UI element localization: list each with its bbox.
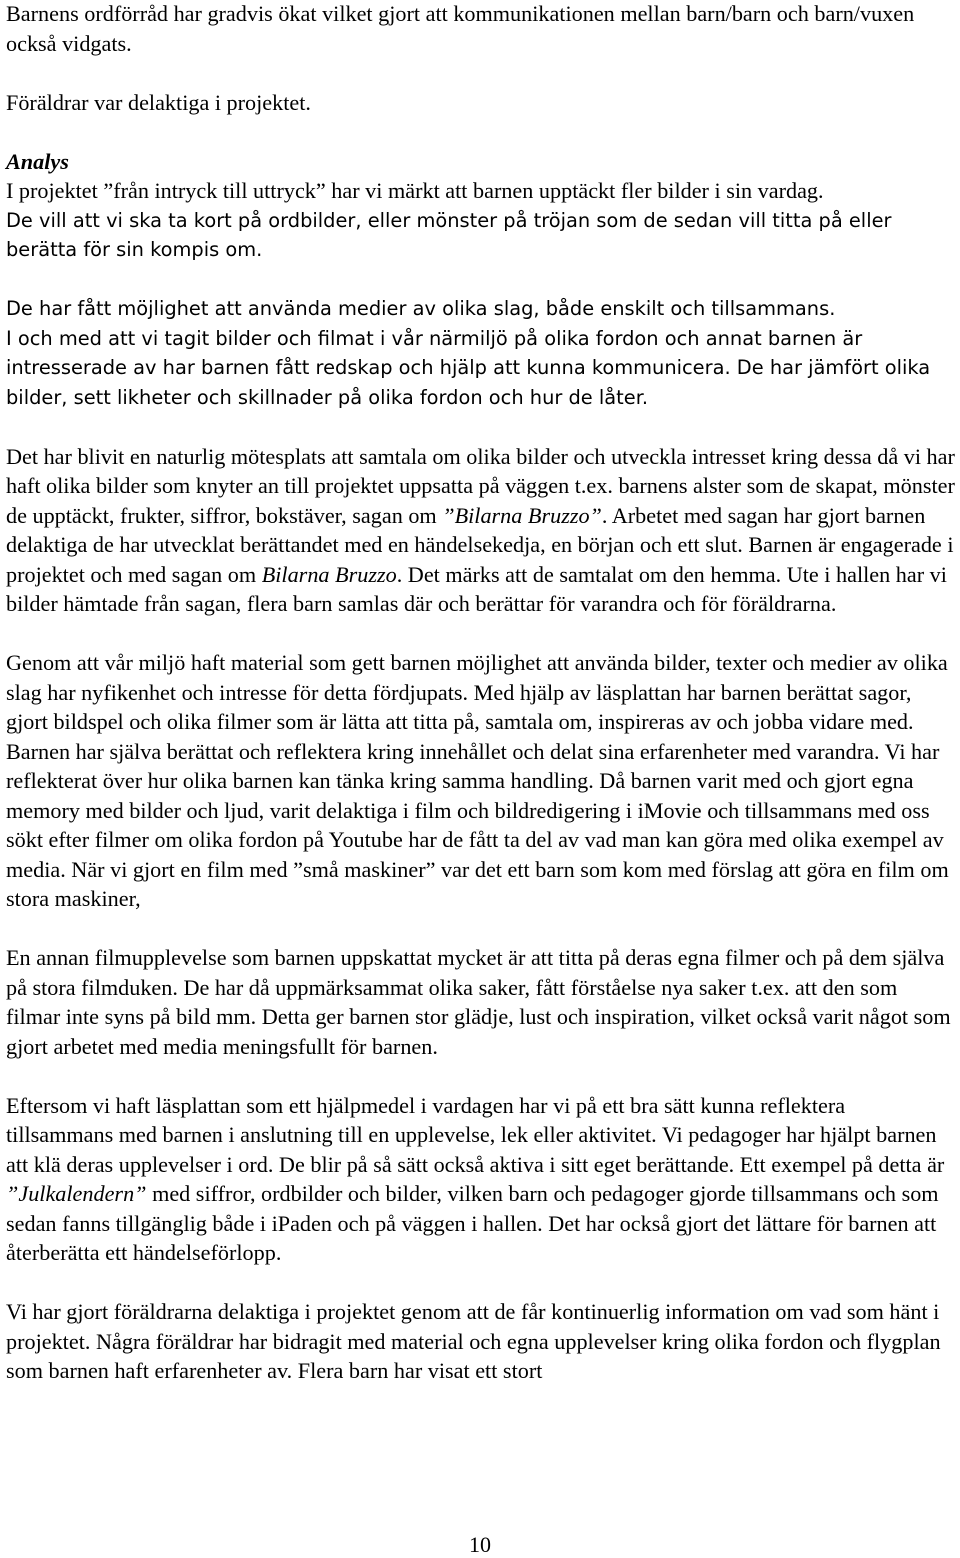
paragraph-text: Det har blivit en naturlig mötesplats att samtala om olika bilder och utveckla intresset kring dessa då vi har haft olika bilder som knyter an till projektet uppsatta på väggen t.ex. barnens alster som de skapat, mönster de upptäckt, frukter, siffror, bokstäver, sagan om [6, 443, 955, 528]
paragraph-parents [6, 88, 956, 118]
paragraph-text: Föräldrar var delaktiga i projektet. [6, 89, 311, 115]
section-heading: Analys [6, 148, 69, 174]
paragraph-vocabulary [6, 0, 956, 58]
story-title: Bilarna Bruzzo [261, 561, 397, 587]
paragraph-text: Eftersom vi haft läsplattan som ett hjälpmedel i vardagen har vi på ett bra sätt kunna reflektera tillsammans med barnen i anslutning till en upplevelse, lek eller aktivitet. Vi pedagoger har hjälpt barnen att klä deras upplevelser i ord. De blir på så sätt också aktiva i sitt eget berättande. Ett exempel på detta är [6, 1092, 945, 1177]
analys-intro: I projektet ”från intryck till uttryck” har vi märkt att barnen upptäckt fler bilder i sin vardag. [6, 178, 824, 203]
document-page [6, 0, 956, 1386]
paragraph-text: I och med att vi tagit bilder och filmat i vår närmiljö på olika fordon och annat barnen är intresserade av har barnen fått redskap och hjälp att kunna kommunicera. [6, 326, 863, 379]
story-title: ”Bilarna Bruzzo” [442, 502, 602, 528]
paragraph-film-experience: En annan filmupplevelse som barnen uppskattat mycket är att titta på deras egna filmer och på dem själva på stora filmduken. De har då uppmärksammat olika saker, fått förståelse nya saker t.ex. att den som filmar inte syns på bild mm. Detta ger barnen stor glädje, lust och inspiration, vilket också varit något som gjort arbetet med media meningsfullt för barnen. [6, 945, 951, 1059]
analys-paragraph-filming [6, 324, 956, 413]
analys-sentence-photos: De vill att vi ska ta kort på ordbilder, eller mönster på tröjan som de sedan vill titta på eller berätta för sin kompis om. [6, 208, 892, 261]
paragraph-environment: Genom att vår miljö haft material som gett barnen möjlighet att använda bilder, texter och medier av olika slag har nyfikenhet och intresse för detta fördjupats. Med hjälp av läsplattan har barnen berättat sagor, gjort bildspel och olika filmer som är lätta att titta på, samtala om, inspireras av och jobba vidare med. Barnen har själva berättat och reflektera kring innehållet och delat sina erfarenheter med varandra. Vi har reflekterat över hur olika barnen kan tänka kring samma handling. Då barnen varit med och gjort egna memory med bilder och ljud, varit delaktiga i film och bildredigering i iMovie och tillsammans med oss sökt efter filmer om olika fordon på Youtube har de fått ta del av vad man kan göra med olika exempel av media. När vi gjort en film med ”små maskiner” var det ett barn som kom med förslag att göra en film om stora maskiner, [6, 650, 949, 911]
paragraph-text: . Det märks att de samtalat om den hemma. Ute i hallen har vi bilder hämtade från sagan, flera barn samlas där och berättar för varandra och för föräldrarna. [6, 561, 947, 616]
paragraph-text: De har jämfört olika bilder, sett likheter och skillnader på olika fordon och hur de låter. [6, 356, 931, 409]
paragraph-text: Barnens ordförråd har gradvis ökat vilket gjort att kommunikationen mellan barn/barn och barn/vuxen också vidgats. [6, 1, 915, 56]
paragraph-text: . Arbetet med sagan har gjort barnen delaktiga de har utvecklat berättandet med en händelsekedja, en början och ett slut. Barnen är engagerade i projektet och med sagan om [6, 502, 954, 587]
calendar-title: ”Julkalendern” [6, 1181, 147, 1206]
paragraph-tablet [6, 1091, 956, 1268]
paragraph-text: med siffror, ordbilder och bilder, vilken barn och pedagoger gjorde tillsammans och som sedan fanns tillgänglig både i iPaden och på väggen i hallen. Det har också gjort det lättare för barnen att återberätta ett händelseförlopp. [6, 1181, 939, 1265]
page-number: 10 [469, 1532, 491, 1557]
paragraph-meeting-place [6, 442, 956, 619]
paragraph-parents-involved: Vi har gjort föräldrarna delaktiga i projektet genom att de får kontinuerlig information om vad som hänt i projektet. Några föräldrar har bidragit med material och egna upplevelser kring olika fordon och flygplan som barnen haft erfarenheter av. Flera barn har visat ett stort [6, 1299, 941, 1383]
analys-sentence-media: De har fått möjlighet att använda medier av olika slag, både enskilt och tillsammans. [6, 297, 836, 320]
